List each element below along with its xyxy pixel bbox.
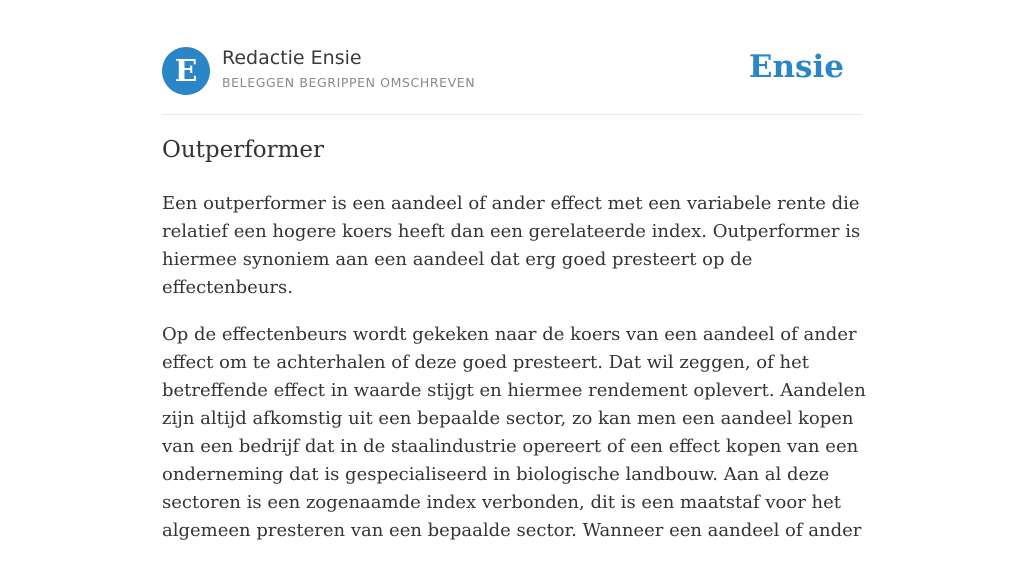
- page-container: [162, 0, 866, 541]
- page-title: Outperformer: [162, 137, 325, 163]
- article-paragraph: Een outperformer is een aandeel of ander effect met een variabele rente die relatief een hogere koers heeft dan een gerelateerde index. Outperformer is hiermee synoniem aan een aandeel dat erg goed presteert op de effectenbeurs.: [162, 193, 861, 298]
- author-header: [162, 0, 862, 115]
- author-name[interactable]: Redactie Ensie: [222, 47, 362, 69]
- article-paragraph: Op de effectenbeurs wordt gekeken naar de koers van een aandeel of ander effect om te achterhalen of deze goed presteert. Dat wil zeggen, of het betreffende effect in waarde stijgt en hiermee rendement oplevert. Aandelen zijn altijd afkomstig uit een bepaalde sector, zo kan men een aandeel kopen van een bedrijf dat in de staalindustrie opereert of een effect kopen van een onderneming dat is gespecialiseerd in biologische landbouw. Aan al deze sectoren is een zogenaamde index verbonden, dit is een maatstaf voor het algemeen presteren van een bepaalde sector. Wanneer een aandeel of ander: [162, 324, 866, 541]
- author-avatar[interactable]: E: [162, 47, 210, 95]
- brand-logo[interactable]: Ensie: [748, 49, 844, 85]
- author-subtitle: BELEGGEN BEGRIPPEN OMSCHREVEN: [222, 75, 476, 90]
- article-body: [162, 190, 867, 564]
